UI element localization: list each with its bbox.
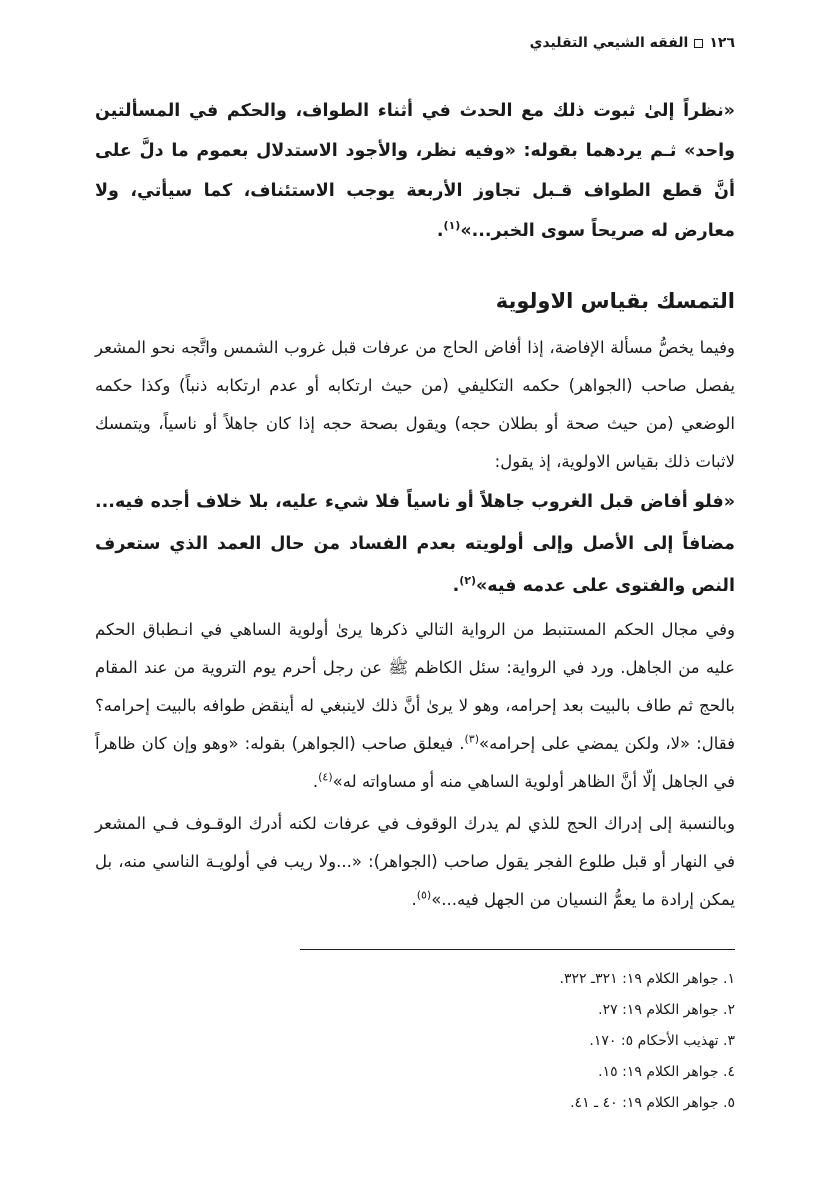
- quote-text: «فلو أفاض قبل الغروب جاهلاً أو ناسياً فلا شيء عليه، بلا خلاف أجده فيه... مضافاً إلى الأصل وإلى أولويته بعدم الفساد من حال العمد الذي ستعرف النص والفتوى على عدمه فيه»: [95, 492, 735, 596]
- paragraph-3-text-b: . فيعلق صاحب (الجواهر) بقوله: «وهو وإن كان ظاهراً في الجاهل إلّا أنَّ الظاهر أولوية الساهي منه أو مساواته له»: [95, 734, 735, 791]
- footnote-ref-5: (٥): [416, 888, 432, 902]
- paragraph-1-text: «نظراً إلىٰ ثبوت ذلك مع الحدث في أثناء الطواف، والحكم في المسألتين واحد» ثـم يردهما بقوله: «وفيه نظر، والأجود الاستدلال بعموم ما دلَّ على أنَّ قطع الطواف قـبل تجاوز الأربعة يوجب الاستئناف، كما سيأتي، ولا معارض له صريحاً سوى الخبر...»: [95, 101, 735, 241]
- footnote-ref-1: (١): [443, 219, 461, 233]
- square-separator-icon: [694, 39, 703, 48]
- footnote-ref-3: (٣): [464, 732, 479, 746]
- paragraph-4: وبالنسبة إلى إدراك الحج للذي لم يدرك الوقوف في عرفات لكنه أدرك الوقـوف فـي المشعر في النهار أو قبل طلوع الفجر يقول صاحب (الجواهر): «...ولا ريب في أولويـة الناسي منه، بل يمكن إرادة ما يعمُّ النسيان من الجهل فيه...»$^{(٥)}$.: [95, 814, 735, 909]
- paragraph-3: وفي مجال الحكم المستنبط من الرواية التالي ذكرها يرىٰ أولوية الساهي في انـطباق الحكم عليه من الجاهل. ورد في الرواية: سئل الكاظم ﷺ عن رجل أحرم يوم التروية من عند المقام بالحج ثم طاف بالبيت بعد إحرامه، وهو لا يرىٰ أنَّ ذلك لاينبغي له أينقض طوافه بالبيت إحرامه؟ فقال: «لا، ولكن يمضي على إحرامه»$^{(٣)}$. فيعلق صاحب (الجواهر) بقوله: «وهو وإن كان ظاهراً في الجاهل إلّا أنَّ الظاهر أولوية الساهي منه أو مساواته له»$^{(٤)}$.: [95, 620, 735, 791]
- footnotes-list: [95, 964, 735, 1119]
- paragraph-2: وفيما يخصُّ مسألة الإفاضة، إذا أفاض الحاج من عرفات قبل غروب الشمس واتَّجه نحو المشعر يفصل صاحب (الجواهر) حكمه التكليفي (من حيث ارتكابه أو عدم ارتكابه ذنباً) وكذا حكمه الوضعي (من حيث صحة أو بطلان حجه) ويقول بصحة حجه إذا كان جاهلاً أو ناسياً، ويتمسك لاثبات ذلك بقياس الاولوية، إذ يقول:: [95, 338, 735, 471]
- footnote-item: ١. جواهر الكلام ١٩: ٣٢١ـ ٣٢٢.: [559, 971, 735, 987]
- book-title: الفقه الشيعي التقليدي: [529, 35, 689, 51]
- footnote-divider: [300, 949, 735, 950]
- footnote-item: ٢. جواهر الكلام ١٩: ٢٧.: [598, 1002, 735, 1018]
- footnote-ref-4: (٤): [318, 770, 333, 784]
- paragraph-1: «نظراً إلىٰ ثبوت ذلك مع الحدث في أثناء الطواف، والحكم في المسألتين واحد» ثـم يردهما بقوله: «وفيه نظر، والأجود الاستدلال بعموم ما دلَّ على أنَّ قطع الطواف قـبل تجاوز الأربعة يوجب الاستئناف، كما سيأتي، ولا معارض له صريحاً سوى الخبر...»$^{(١)}$.: [95, 101, 735, 241]
- footnote-item: ٥. جواهر الكلام ١٩: ٤٠ ـ ٤١.: [570, 1095, 735, 1111]
- page-number: ١٢٦: [709, 35, 735, 51]
- section-heading: التمسك بقياس الاولوية: [495, 289, 735, 313]
- paragraph-4-text: وبالنسبة إلى إدراك الحج للذي لم يدرك الوقوف في عرفات لكنه أدرك الوقـوف فـي المشعر في النهار أو قبل طلوع الفجر يقول صاحب (الجواهر): «...ولا ريب في أولويـة الناسي منه، بل يمكن إرادة ما يعمُّ النسيان من الجهل فيه...»: [95, 814, 735, 909]
- book-page: [95, 30, 735, 1119]
- block-quote: «فلو أفاض قبل الغروب جاهلاً أو ناسياً فلا شيء عليه، بلا خلاف أجده فيه... مضافاً إلى الأصل وإلى أولويته بعدم الفساد من حال العمد الذي ستعرف النص والفتوى على عدمه فيه»$^{(٢)}$.: [95, 492, 735, 596]
- paragraph-3-text-a: وفي مجال الحكم المستنبط من الرواية التالي ذكرها يرىٰ أولوية الساهي في انـطباق الحكم عليه من الجاهل. ورد في الرواية: سئل الكاظم ﷺ عن رجل أحرم يوم التروية من عند المقام بالحج ثم طاف بالبيت بعد إحرامه، وهو لا يرىٰ أنَّ ذلك لاينبغي له أينقض طوافه بالبيت إحرامه؟ فقال: «لا، ولكن يمضي على إحرامه»: [95, 620, 735, 753]
- footnote-ref-2: (٢): [459, 574, 476, 588]
- footnote-item: ٤. جواهر الكلام ١٩: ١٥.: [598, 1064, 735, 1080]
- running-header: [95, 30, 735, 56]
- footnote-item: ٣. تهذيب الأحكام ٥: ١٧٠.: [589, 1033, 735, 1049]
